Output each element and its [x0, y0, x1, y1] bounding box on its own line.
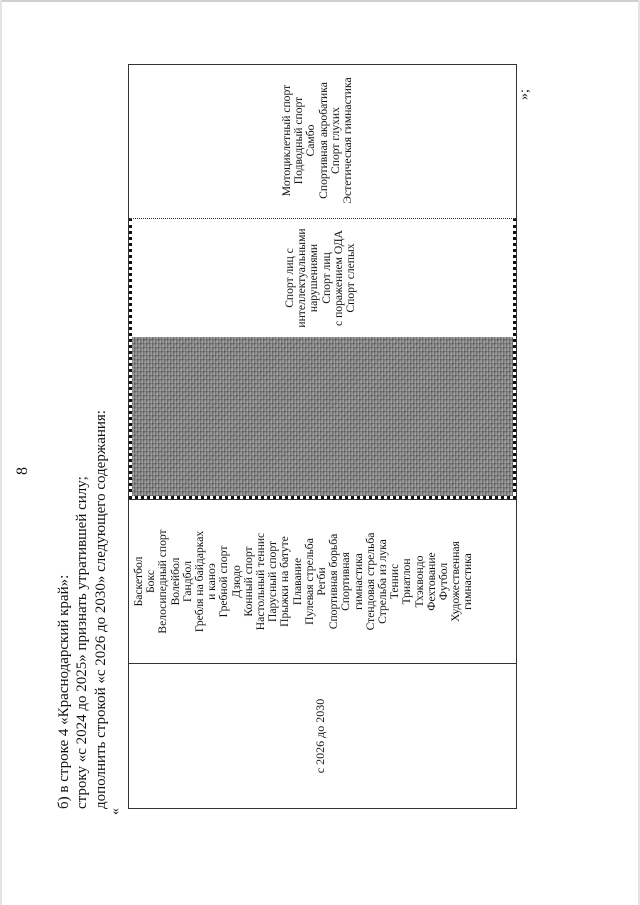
adapted-sport-item: с поражением ОДА [331, 230, 345, 326]
sport-list-item: Пулевая стрельба [302, 538, 316, 625]
amendment-line-3: дополнить строкой «с 2026 до 2030» следующего содержания: [93, 410, 109, 809]
sport-list-item: Гребной спорт [217, 545, 231, 618]
extra-sport-item: Самбо [304, 124, 318, 157]
sport-list-item: Бокс [144, 570, 158, 593]
sports-table [128, 64, 517, 809]
sport-list-item: Стендовая стрельба [363, 532, 377, 631]
sport-list-item: Гандбол [180, 561, 194, 602]
sports-list [133, 500, 475, 663]
adapted-sport-item: интеллектуальными [295, 228, 309, 328]
sport-list-item: Парусный спорт [266, 540, 280, 623]
sport-list-item: Теннис [388, 563, 402, 600]
amendment-line-2: строку «с 2024 до 2025» признать утратившей силу; [74, 476, 90, 809]
sport-list-item: Велосипедный спорт [156, 529, 170, 634]
opening-quote: « [108, 808, 123, 815]
period-text: с 2026 до 2030 [313, 698, 327, 774]
sport-list-item: Баскетбол [132, 556, 145, 607]
sports-cell [129, 499, 516, 663]
sport-list-item: Конный спорт [241, 546, 255, 617]
sport-list-item: Волейбол [168, 557, 182, 606]
adapted-sport-item: Спорт лиц [319, 252, 333, 304]
sport-list-item: Прыжки на батуте [278, 536, 292, 627]
sport-list-item: Регби [315, 567, 329, 596]
sport-list-item: гимнастика [461, 553, 475, 610]
sport-list-item: Художественная [449, 541, 463, 622]
period-cell [129, 663, 516, 808]
scan-noise-block [132, 337, 513, 496]
extra-sport-item: Подводный спорт [292, 96, 306, 185]
sport-list-item: Спортивная [339, 552, 353, 611]
closing-quote: »; [517, 89, 532, 100]
extra-sport-item: Спортивная акробатика [316, 82, 330, 199]
sport-list-item: Фехтование [424, 552, 438, 611]
adapted-sport-item: нарушениями [307, 243, 321, 313]
extra-sport-item: Мотоциклетный спорт [280, 84, 293, 197]
extra-sports-list [281, 63, 354, 218]
sport-list-item: Настольный теннис [254, 532, 268, 631]
extra-sport-item: Спорт глухих [328, 107, 342, 174]
sport-list-item: Плавание [290, 557, 304, 606]
adapted-sport-item: Спорт лиц с [283, 248, 296, 308]
sport-list-item: гимнастика [351, 553, 365, 610]
extra-sports-cell [129, 63, 516, 218]
sport-list-item: Триатлон [400, 558, 414, 605]
sport-list-item: Футбол [437, 562, 451, 601]
amendment-line-1: б) в строке 4 «Краснодарский край»: [56, 574, 72, 809]
sport-list-item: Тхэквондо [412, 555, 426, 608]
sport-list-item: Спортивная борьба [327, 533, 341, 630]
sport-list-item: и каноэ [205, 563, 219, 600]
adapted-sport-item: Спорт слепых [344, 243, 358, 313]
extra-sport-item: Эстетическая гимнастика [341, 77, 355, 204]
sport-list-item: Стрельба из лука [376, 539, 390, 624]
page-number: 8 [14, 467, 31, 475]
adapted-sports-cell [129, 218, 516, 499]
adapted-sports-list [284, 219, 357, 337]
sport-list-item: Гребля на байдарках [193, 530, 207, 633]
sport-list-item: Дзюдо [229, 565, 243, 598]
